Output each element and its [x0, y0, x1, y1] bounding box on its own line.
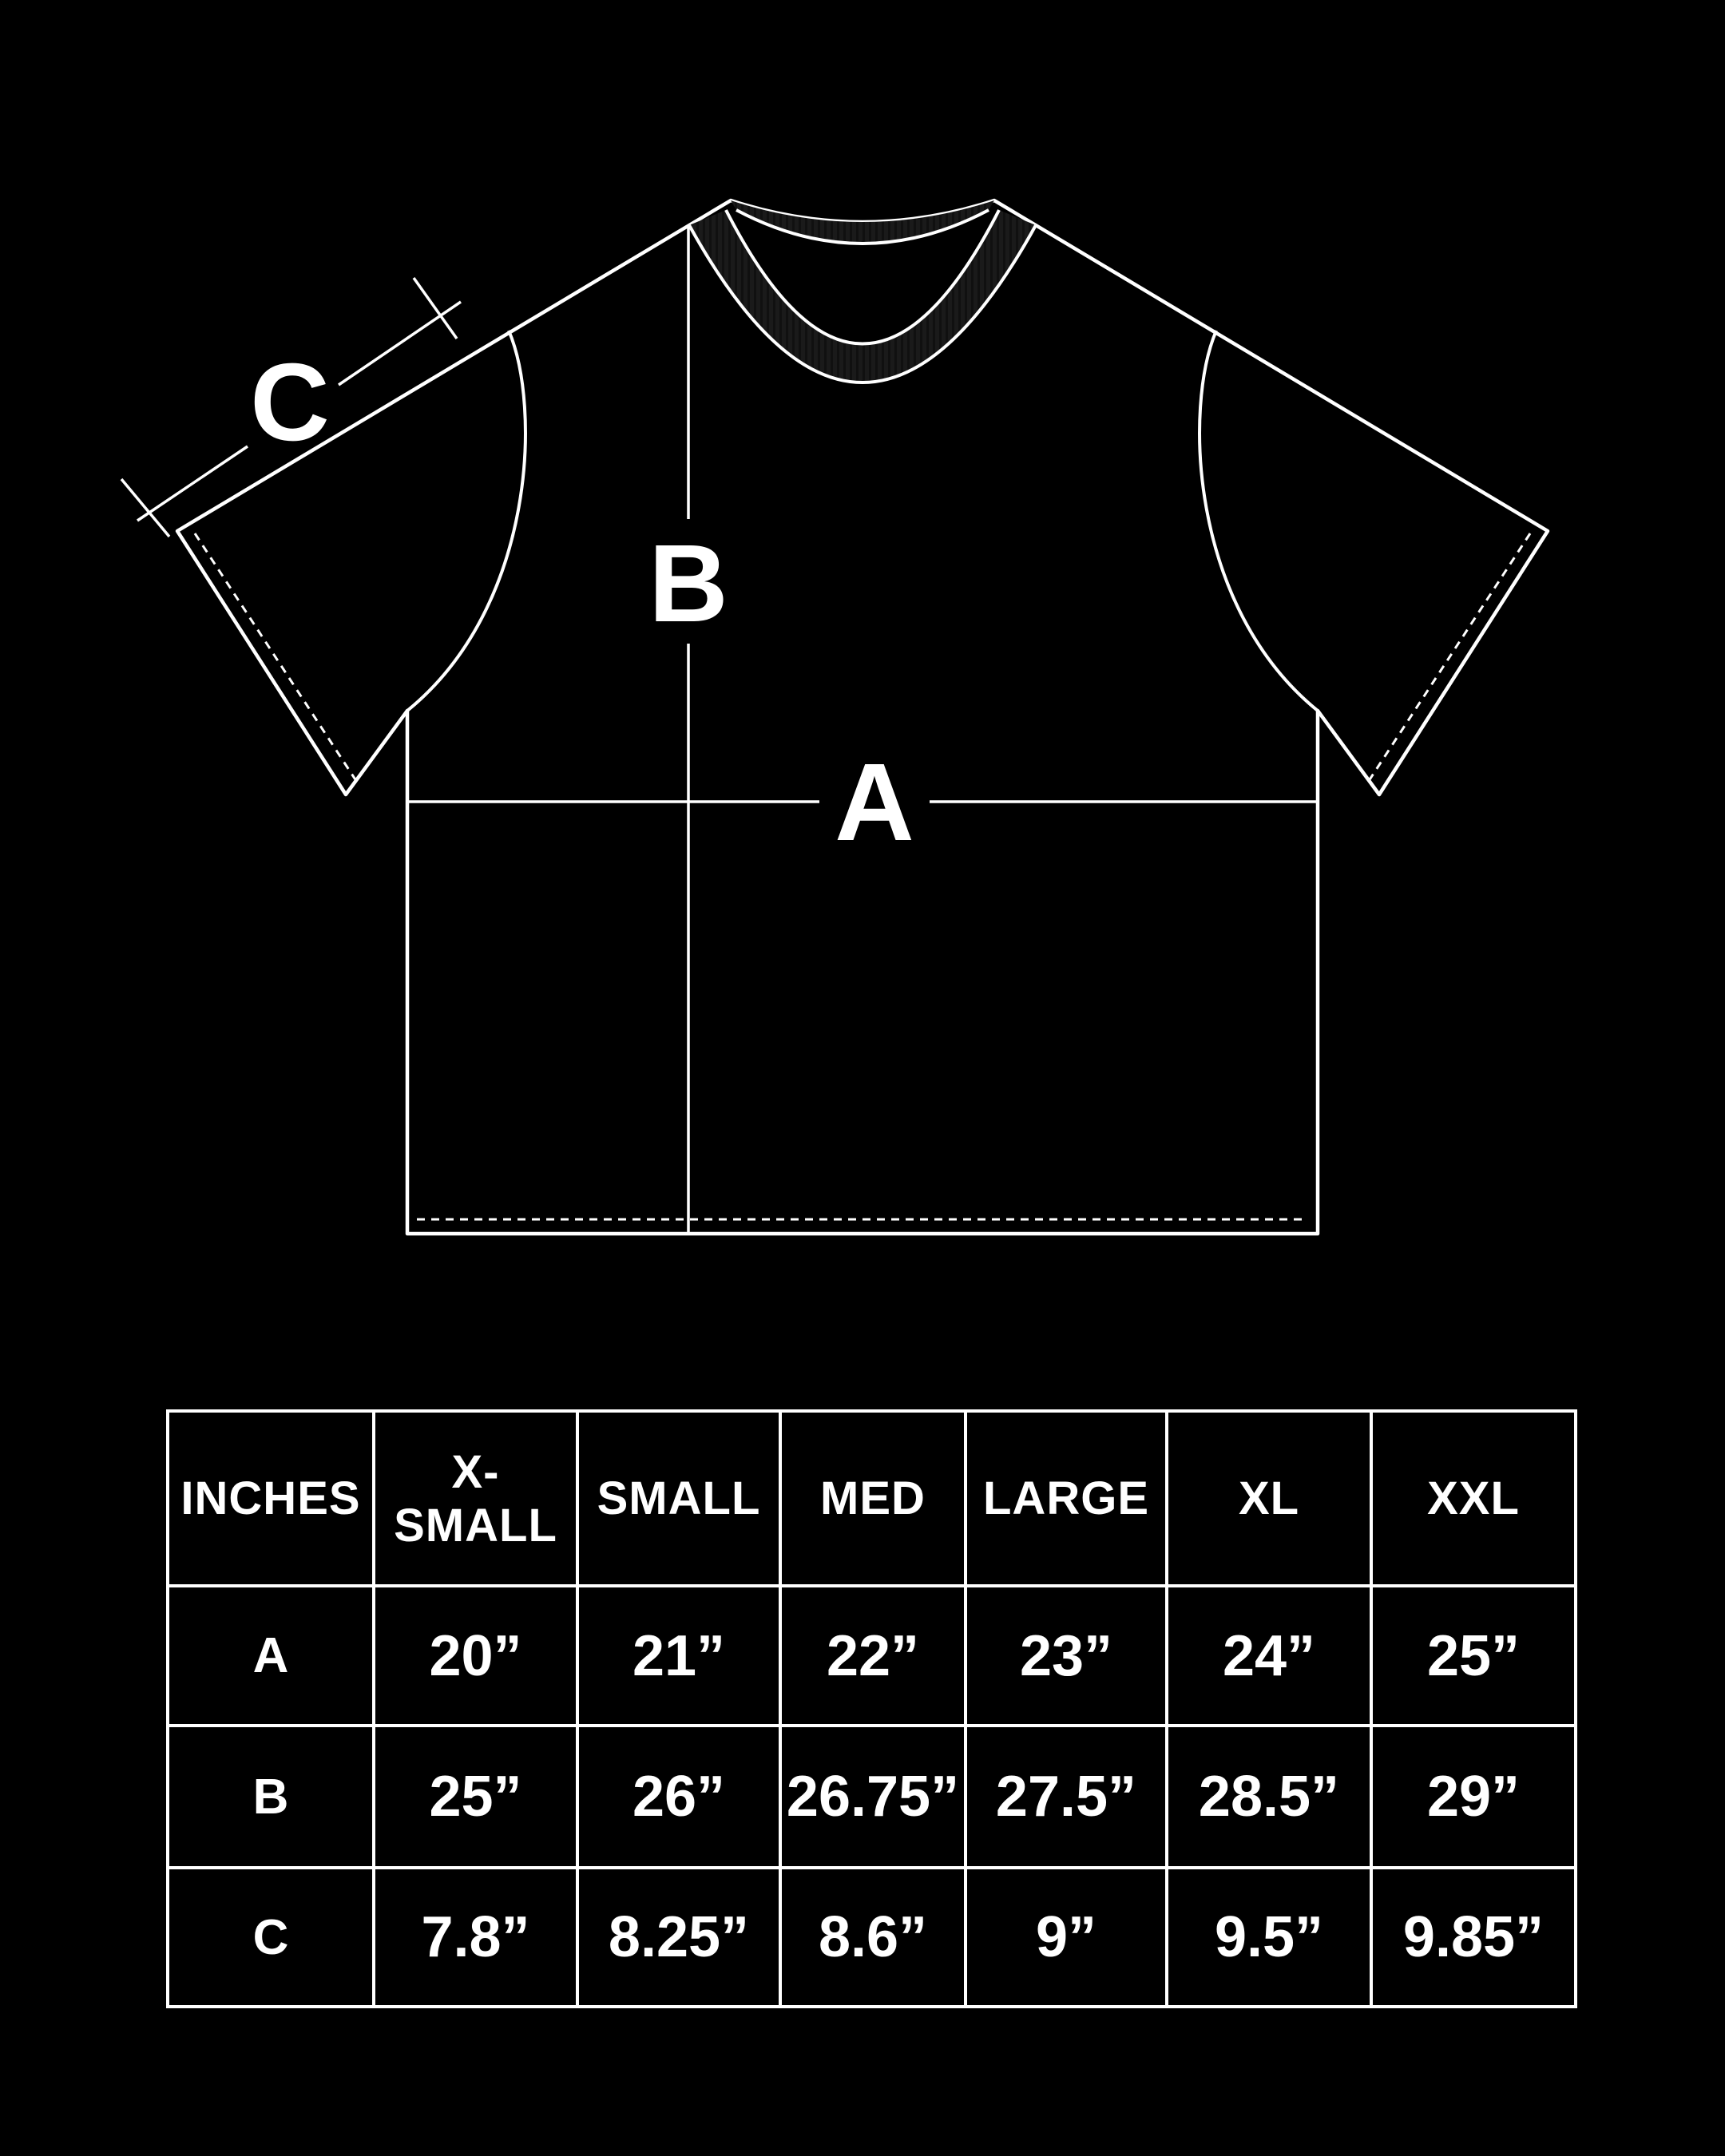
- row-a-label: A: [168, 1586, 374, 1726]
- row-a-xxl: 25”: [1371, 1586, 1576, 1726]
- measure-label-a: A: [835, 741, 914, 864]
- row-c-large: 9”: [966, 1868, 1167, 2007]
- row-b-xl: 28.5”: [1167, 1726, 1371, 1868]
- row-b-xxl: 29”: [1371, 1726, 1576, 1868]
- row-b-med: 26.75”: [780, 1726, 966, 1868]
- table-row-b: [168, 1726, 1576, 1868]
- row-c-small: 8.25”: [577, 1868, 780, 2007]
- measure-label-c: C: [250, 341, 330, 464]
- table-header-row: [168, 1411, 1576, 1586]
- row-c-xl: 9.5”: [1167, 1868, 1371, 2007]
- table-row-c: [168, 1868, 1576, 2007]
- row-a-xl: 24”: [1167, 1586, 1371, 1726]
- header-xl: XL: [1167, 1411, 1371, 1586]
- row-a-large: 23”: [966, 1586, 1167, 1726]
- row-c-xsmall: 7.8”: [374, 1868, 577, 2007]
- size-table-container: [166, 1409, 1574, 2005]
- row-c-xxl: 9.85”: [1371, 1868, 1576, 2007]
- header-x-small: X-SMALL: [374, 1411, 577, 1586]
- header-med: MED: [780, 1411, 966, 1586]
- header-inches: INCHES: [168, 1411, 374, 1586]
- row-b-large: 27.5”: [966, 1726, 1167, 1868]
- measure-label-b: B: [648, 522, 728, 645]
- row-c-label: C: [168, 1868, 374, 2007]
- row-a-xsmall: 20”: [374, 1586, 577, 1726]
- row-a-med: 22”: [780, 1586, 966, 1726]
- row-a-small: 21”: [577, 1586, 780, 1726]
- header-xxl: XXL: [1371, 1411, 1576, 1586]
- header-small: SMALL: [577, 1411, 780, 1586]
- row-c-med: 8.6”: [780, 1868, 966, 2007]
- row-b-xsmall: 25”: [374, 1726, 577, 1868]
- header-large: LARGE: [966, 1411, 1167, 1586]
- row-b-small: 26”: [577, 1726, 780, 1868]
- size-table: [166, 1409, 1577, 2008]
- table-row-a: [168, 1586, 1576, 1726]
- row-b-label: B: [168, 1726, 374, 1868]
- measure-c-tick-lower: [121, 479, 169, 537]
